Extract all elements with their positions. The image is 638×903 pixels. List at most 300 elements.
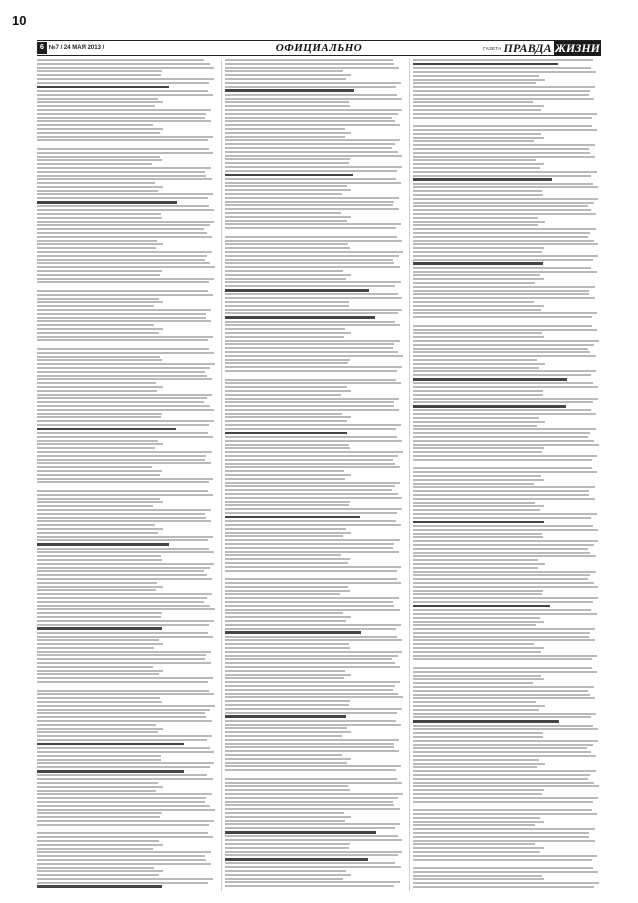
text-line <box>225 223 401 225</box>
text-line <box>37 586 163 588</box>
text-line <box>413 198 598 200</box>
text-line <box>413 137 544 139</box>
text-line <box>413 655 597 657</box>
text-line <box>413 113 597 115</box>
text-line <box>225 379 396 381</box>
text-line <box>413 662 601 665</box>
text-line <box>413 178 552 181</box>
text-line <box>225 70 343 72</box>
text-line <box>37 520 211 522</box>
text-line <box>225 801 393 803</box>
text-line <box>413 329 597 331</box>
text-line <box>413 479 544 481</box>
text-line <box>413 494 589 496</box>
text-line <box>37 420 214 422</box>
text-line <box>225 444 349 446</box>
text-line <box>413 875 542 877</box>
text-line <box>225 835 398 837</box>
text-line <box>37 78 214 80</box>
text-line <box>37 593 212 595</box>
text-line <box>37 375 207 377</box>
text-line <box>413 709 539 711</box>
text-line <box>37 743 184 746</box>
text-line <box>413 855 597 857</box>
text-line <box>37 424 209 426</box>
text-line <box>225 155 402 157</box>
text-line <box>225 197 399 199</box>
text-line <box>37 555 161 557</box>
text-line <box>37 462 211 464</box>
text-line <box>225 132 351 134</box>
text-line <box>413 813 597 815</box>
text-line <box>225 551 399 553</box>
text-line <box>413 109 541 111</box>
text-line <box>225 332 351 334</box>
text-line <box>37 405 210 407</box>
text-line <box>413 536 543 538</box>
text-line <box>37 313 206 315</box>
text-line <box>413 348 588 350</box>
text-line <box>413 770 596 772</box>
text-line <box>37 651 211 653</box>
text-line <box>413 320 601 323</box>
text-line <box>37 63 210 65</box>
text-line <box>225 677 344 679</box>
text-line <box>413 621 544 623</box>
text-line <box>413 232 590 234</box>
text-line <box>225 398 399 400</box>
text-line <box>413 309 541 311</box>
text-line <box>37 243 163 245</box>
text-line <box>37 255 207 257</box>
text-line <box>225 243 348 245</box>
text-line <box>37 336 213 338</box>
text-line <box>413 467 592 469</box>
text-line <box>37 574 207 576</box>
text-line <box>225 236 397 238</box>
text-line <box>225 231 405 234</box>
text-line <box>413 262 543 265</box>
text-line <box>225 862 395 864</box>
text-line <box>225 700 350 702</box>
text-line <box>225 297 402 299</box>
text-line <box>37 455 206 457</box>
text-line <box>413 744 593 746</box>
text-line <box>413 851 540 853</box>
text-line <box>413 209 591 211</box>
text-line <box>225 428 396 430</box>
text-line <box>225 797 398 799</box>
text-line <box>413 809 592 811</box>
text-line <box>225 874 351 876</box>
text-line <box>225 482 400 484</box>
text-line <box>225 312 398 314</box>
text-line <box>225 793 403 795</box>
text-line <box>413 552 590 554</box>
text-line <box>225 301 349 303</box>
text-line <box>413 540 598 542</box>
text-line <box>413 394 543 396</box>
text-line <box>225 870 346 872</box>
text-line <box>413 597 598 599</box>
text-line <box>225 285 395 287</box>
column-divider <box>409 59 410 891</box>
text-line <box>225 463 395 465</box>
text-line <box>37 139 208 141</box>
text-line <box>37 317 206 319</box>
text-line <box>37 90 208 92</box>
text-line <box>225 274 351 276</box>
text-line <box>413 183 593 185</box>
text-line <box>37 175 206 177</box>
text-line <box>37 697 160 699</box>
text-line <box>225 374 405 377</box>
text-line <box>225 120 395 122</box>
text-line <box>225 328 345 330</box>
text-line <box>37 735 212 737</box>
text-line <box>37 643 163 645</box>
text-line <box>413 636 589 638</box>
text-line <box>225 636 397 638</box>
masthead-title: ПРАВДА <box>503 40 552 55</box>
text-line <box>225 474 351 476</box>
text-line <box>225 281 401 283</box>
newspaper-masthead <box>483 41 601 55</box>
text-line <box>225 143 395 145</box>
text-line <box>413 278 544 280</box>
text-line <box>413 63 558 66</box>
text-line <box>413 705 545 707</box>
section-title: ОФИЦИАЛЬНО <box>275 42 363 54</box>
text-line <box>37 82 209 84</box>
text-line <box>413 325 592 327</box>
text-line <box>413 363 545 365</box>
text-line <box>225 251 403 253</box>
text-line <box>413 793 542 795</box>
text-line <box>413 293 589 295</box>
text-line <box>37 281 209 283</box>
text-line <box>37 874 159 876</box>
text-line <box>413 186 598 188</box>
text-line <box>225 535 343 537</box>
text-line <box>225 866 401 868</box>
text-line <box>37 474 160 476</box>
text-line <box>413 778 588 780</box>
text-line <box>37 685 217 688</box>
text-line <box>413 521 544 524</box>
text-line <box>413 751 591 753</box>
text-line <box>37 109 211 111</box>
text-line <box>37 178 212 180</box>
text-line <box>413 332 542 334</box>
text-line <box>225 831 376 834</box>
text-line <box>225 166 402 168</box>
text-line <box>225 662 395 664</box>
text-line <box>225 489 392 491</box>
text-line <box>37 247 156 249</box>
text-line <box>37 59 204 61</box>
text-line <box>413 152 590 154</box>
text-line <box>225 508 402 510</box>
text-line <box>37 301 163 303</box>
text-line <box>225 416 351 418</box>
text-line <box>413 475 541 477</box>
text-line <box>413 125 592 127</box>
text-line <box>225 562 348 564</box>
text-line <box>37 848 153 850</box>
text-line <box>37 543 169 546</box>
text-line <box>413 859 592 861</box>
text-line <box>413 336 544 338</box>
text-line <box>413 628 595 630</box>
text-line <box>37 251 212 253</box>
text-line <box>413 340 599 342</box>
text-line <box>37 681 208 683</box>
text-line <box>37 490 208 492</box>
text-line <box>413 171 597 173</box>
text-line <box>225 340 400 342</box>
text-line <box>225 289 369 292</box>
text-line <box>37 397 207 399</box>
text-line <box>37 432 208 434</box>
text-line <box>37 528 163 530</box>
text-line <box>225 547 393 549</box>
text-line <box>413 782 594 784</box>
text-line <box>413 755 596 757</box>
text-line <box>225 851 402 853</box>
text-line <box>37 266 215 268</box>
text-line <box>225 101 349 103</box>
text-line <box>225 82 401 84</box>
text-line <box>225 370 397 372</box>
text-line <box>225 696 403 698</box>
text-line <box>413 301 534 303</box>
text-line <box>225 98 402 100</box>
text-line <box>225 139 400 141</box>
text-line <box>413 878 544 880</box>
text-line <box>413 605 550 608</box>
text-line <box>37 224 210 226</box>
text-line <box>37 654 206 656</box>
text-line <box>225 227 396 229</box>
text-line <box>413 305 544 307</box>
text-line <box>225 643 349 645</box>
text-line <box>37 836 213 838</box>
text-line <box>225 693 398 695</box>
text-line <box>225 63 394 65</box>
text-line <box>413 643 534 645</box>
text-line <box>225 639 402 641</box>
text-line <box>37 67 214 69</box>
text-line <box>413 167 540 169</box>
text-line <box>225 162 349 164</box>
text-line <box>413 75 539 77</box>
page-header <box>37 40 601 56</box>
text-line <box>37 786 163 788</box>
text-line <box>413 675 541 677</box>
text-line <box>413 224 538 226</box>
text-line <box>225 566 401 568</box>
text-line <box>37 627 162 630</box>
text-line <box>37 778 213 780</box>
text-line <box>37 601 204 603</box>
text-line <box>225 105 350 107</box>
text-line <box>413 882 599 884</box>
text-line <box>413 247 544 249</box>
text-line <box>225 151 398 153</box>
text-line <box>225 266 400 268</box>
text-line <box>37 605 210 607</box>
text-line <box>225 208 399 210</box>
text-line <box>413 483 534 485</box>
text-line <box>37 690 209 692</box>
text-line <box>413 586 598 588</box>
text-line <box>413 447 544 449</box>
text-line <box>37 171 205 173</box>
text-line <box>413 529 598 531</box>
text-column-right <box>413 59 601 891</box>
text-line <box>413 425 537 427</box>
text-line <box>225 355 403 357</box>
text-line <box>413 836 589 838</box>
text-line <box>413 763 545 765</box>
text-line <box>225 497 402 499</box>
text-line <box>225 769 396 771</box>
text-line <box>37 320 211 322</box>
text-line <box>413 509 540 511</box>
text-line <box>413 140 534 142</box>
text-line <box>37 505 153 507</box>
text-line <box>413 259 593 261</box>
text-line <box>225 204 393 206</box>
text-line <box>413 490 589 492</box>
text-line <box>225 839 402 841</box>
text-line <box>225 321 395 323</box>
text-line <box>37 728 163 730</box>
text-line <box>37 328 163 330</box>
text-line <box>413 370 596 372</box>
text-line <box>37 639 159 641</box>
text-line <box>225 570 397 572</box>
inner-page-badge: 6 <box>37 42 47 54</box>
text-line <box>413 413 596 415</box>
text-line <box>37 739 207 741</box>
text-line <box>225 436 397 438</box>
text-line <box>413 117 592 119</box>
text-line <box>225 293 398 295</box>
text-line <box>225 74 351 76</box>
text-line <box>37 870 163 872</box>
text-line <box>413 221 545 223</box>
text-line <box>225 504 349 506</box>
text-line <box>37 539 208 541</box>
text-line <box>413 144 595 146</box>
text-line <box>413 871 598 873</box>
text-line <box>37 348 209 350</box>
text-line <box>413 274 540 276</box>
text-line <box>225 147 392 149</box>
text-line <box>225 109 402 111</box>
text-line <box>37 113 206 115</box>
text-line <box>413 405 566 408</box>
text-line <box>413 355 596 357</box>
text-line <box>37 494 213 496</box>
text-line <box>37 416 161 418</box>
text-line <box>37 363 215 365</box>
text-line <box>225 182 401 184</box>
text-line <box>413 390 543 392</box>
text-line <box>37 832 208 834</box>
text-line <box>413 163 544 165</box>
text-line <box>413 498 595 500</box>
text-line <box>225 532 351 534</box>
text-line <box>37 278 214 280</box>
text-line <box>225 89 354 92</box>
text-line <box>413 374 591 376</box>
text-line <box>225 455 398 457</box>
text-line <box>413 71 596 73</box>
text-line <box>413 421 545 423</box>
text-line <box>225 78 346 80</box>
text-line <box>225 405 394 407</box>
text-line <box>37 867 154 869</box>
text-line <box>413 444 599 446</box>
text-line <box>413 548 588 550</box>
text-line <box>37 343 217 346</box>
text-line <box>413 632 590 634</box>
text-line <box>37 716 206 718</box>
text-line <box>225 651 402 653</box>
text-line <box>225 401 394 403</box>
text-line <box>37 701 162 703</box>
text-line <box>413 67 591 69</box>
text-line <box>37 470 162 472</box>
text-line <box>225 201 394 203</box>
text-line <box>225 754 342 756</box>
text-line <box>225 220 347 222</box>
text-line <box>413 725 593 727</box>
text-line <box>413 240 594 242</box>
text-line <box>37 632 208 634</box>
text-line <box>225 524 401 526</box>
text-line <box>225 343 394 345</box>
text-line <box>413 205 588 207</box>
text-line <box>225 366 402 368</box>
text-line <box>37 608 215 610</box>
text-line <box>413 821 544 823</box>
text-line <box>225 501 350 503</box>
text-line <box>225 712 397 714</box>
text-line <box>37 285 217 288</box>
text-line <box>37 163 152 165</box>
text-line <box>413 202 594 204</box>
text-line <box>413 686 594 688</box>
text-line <box>37 228 204 230</box>
text-line <box>37 443 163 445</box>
text-line <box>225 309 402 311</box>
text-line <box>413 194 543 196</box>
text-line <box>225 854 398 856</box>
text-line <box>413 451 542 453</box>
text-line <box>37 159 162 161</box>
text-line <box>225 881 400 883</box>
text-line <box>413 59 593 61</box>
text-line <box>413 459 592 461</box>
text-line <box>225 189 351 191</box>
text-line <box>37 390 157 392</box>
text-line <box>225 478 345 480</box>
text-line <box>37 636 213 638</box>
